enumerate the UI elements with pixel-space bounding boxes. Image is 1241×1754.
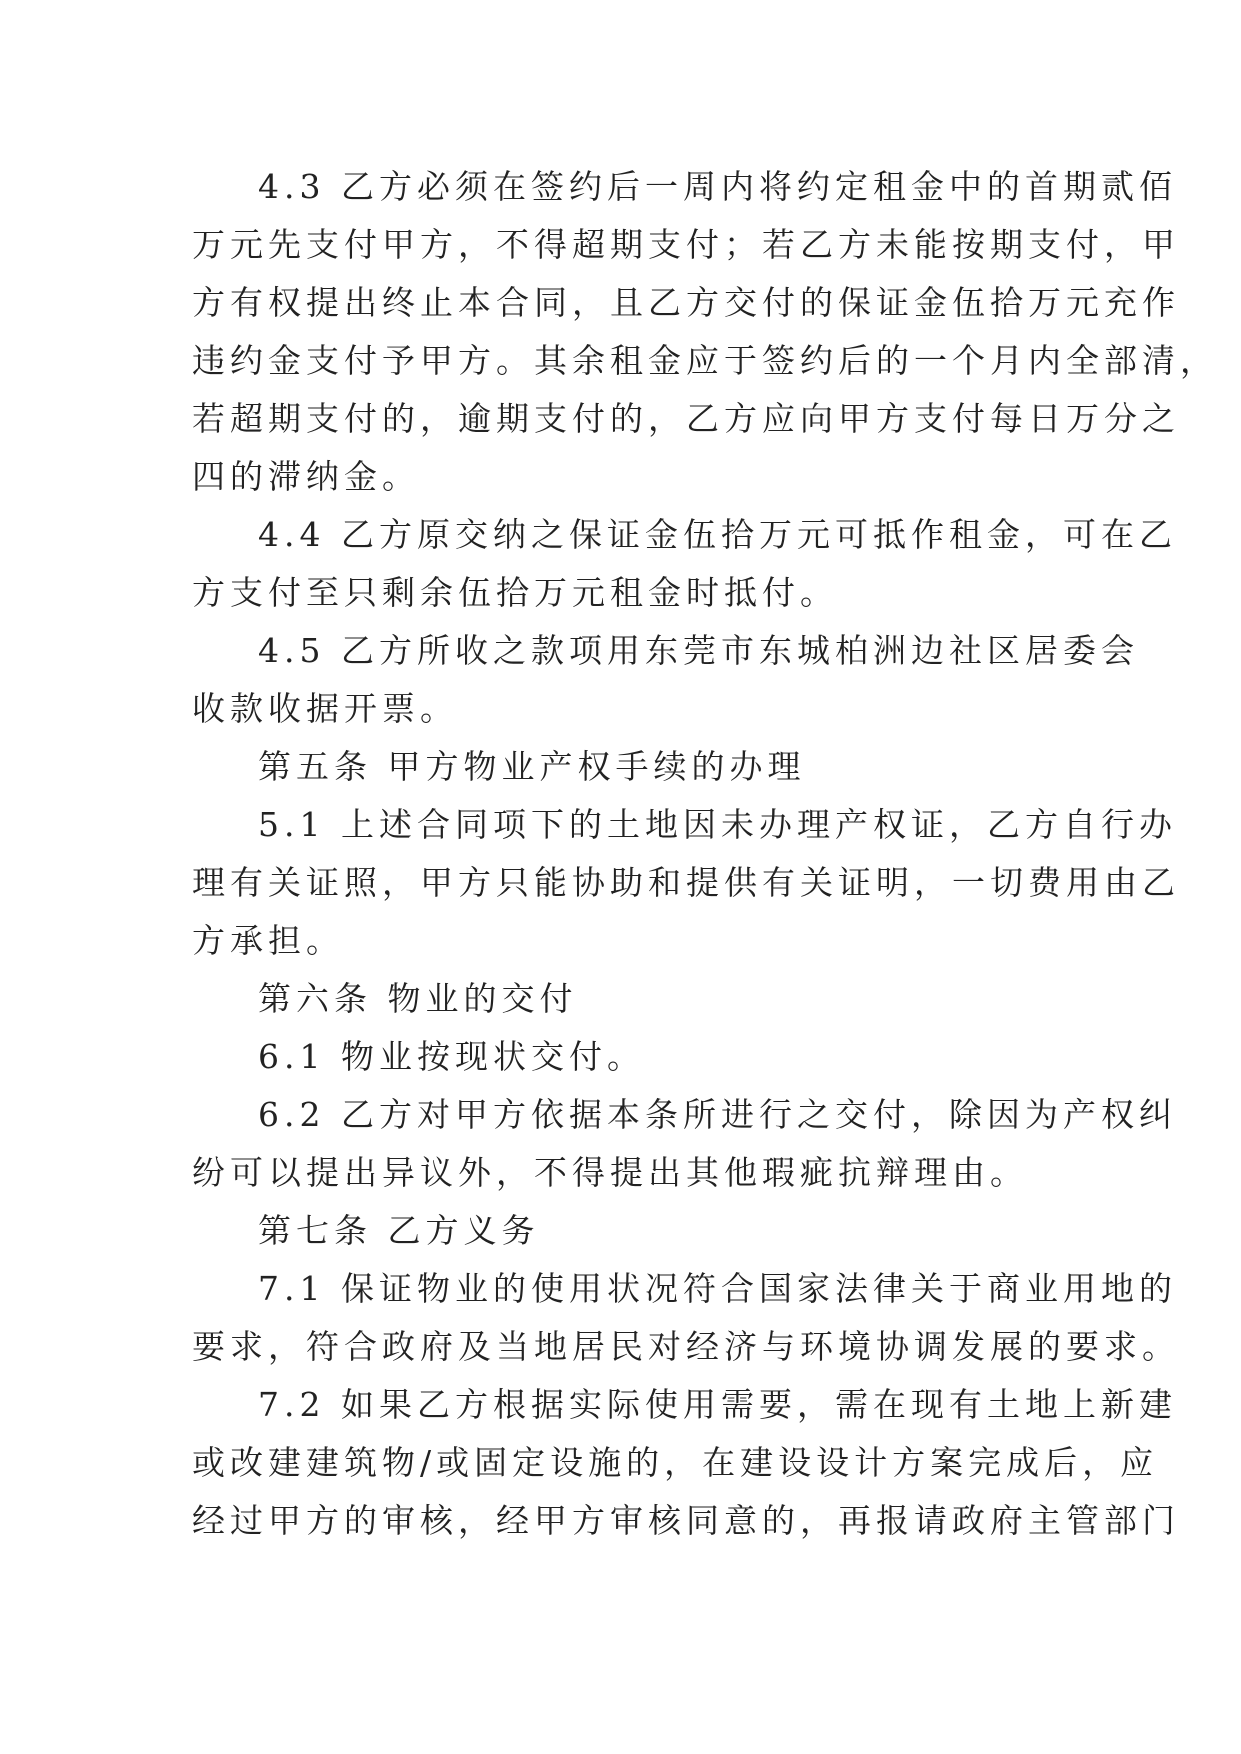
paragraph bbox=[192, 158, 1218, 506]
text-line: 6.2 乙方对甲方依据本条所进行之交付，除因为产权纠 bbox=[258, 1095, 1177, 1134]
text-line: 方有权提出终止本合同，且乙方交付的保证金伍拾万元充作 bbox=[192, 283, 1180, 322]
text-line: 7.2 如果乙方根据实际使用需要，需在现有土地上新建 bbox=[258, 1385, 1177, 1424]
paragraph bbox=[192, 506, 1177, 622]
document-body bbox=[192, 158, 1218, 1550]
text-line: 第五条 甲方物业产权手续的办理 bbox=[258, 747, 806, 786]
paragraph bbox=[192, 1376, 1180, 1550]
text-line: 方支付至只剩余伍拾万元租金时抵付。 bbox=[192, 573, 838, 612]
paragraph bbox=[192, 796, 1180, 970]
paragraph bbox=[192, 622, 1139, 738]
text-line: 要求，符合政府及当地居民对经济与环境协调发展的要求。 bbox=[192, 1327, 1180, 1366]
text-line: 收款收据开票。 bbox=[192, 689, 458, 728]
text-line: 第六条 物业的交付 bbox=[258, 979, 578, 1018]
paragraph bbox=[192, 1086, 1177, 1202]
paragraph bbox=[192, 1028, 1052, 1086]
text-line: 4.4 乙方原交纳之保证金伍拾万元可抵作租金，可在乙 bbox=[258, 515, 1177, 554]
text-line: 方承担。 bbox=[192, 921, 344, 960]
text-line: 7.1 保证物业的使用状况符合国家法律关于商业用地的 bbox=[258, 1269, 1177, 1308]
text-line: 若超期支付的，逾期支付的，乙方应向甲方支付每日万分之 bbox=[192, 399, 1180, 438]
text-line: 第七条 乙方义务 bbox=[258, 1211, 540, 1250]
text-line: 或改建建筑物/或固定设施的，在建设设计方案完成后，应 bbox=[192, 1443, 1159, 1482]
paragraph bbox=[192, 738, 1052, 796]
text-line: 4.5 乙方所收之款项用东莞市东城柏洲边社区居委会 bbox=[258, 631, 1139, 670]
text-line: 经过甲方的审核，经甲方审核同意的，再报请政府主管部门 bbox=[192, 1501, 1180, 1540]
text-line: 6.1 物业按现状交付。 bbox=[258, 1037, 645, 1076]
text-line: 四的滞纳金。 bbox=[192, 457, 420, 496]
text-line: 理有关证照，甲方只能协助和提供有关证明，一切费用由乙 bbox=[192, 863, 1180, 902]
text-line: 违约金支付予甲方。其余租金应于签约后的一个月内全部清， bbox=[192, 341, 1218, 380]
paragraph bbox=[192, 970, 1052, 1028]
paragraph bbox=[192, 1260, 1180, 1376]
text-line: 纷可以提出异议外，不得提出其他瑕疵抗辩理由。 bbox=[192, 1153, 1028, 1192]
paragraph bbox=[192, 1202, 1052, 1260]
text-line: 4.3 乙方必须在签约后一周内将约定租金中的首期贰佰 bbox=[258, 167, 1177, 206]
text-line: 5.1 上述合同项下的土地因未办理产权证，乙方自行办 bbox=[258, 805, 1177, 844]
text-line: 万元先支付甲方，不得超期支付；若乙方未能按期支付，甲 bbox=[192, 225, 1180, 264]
